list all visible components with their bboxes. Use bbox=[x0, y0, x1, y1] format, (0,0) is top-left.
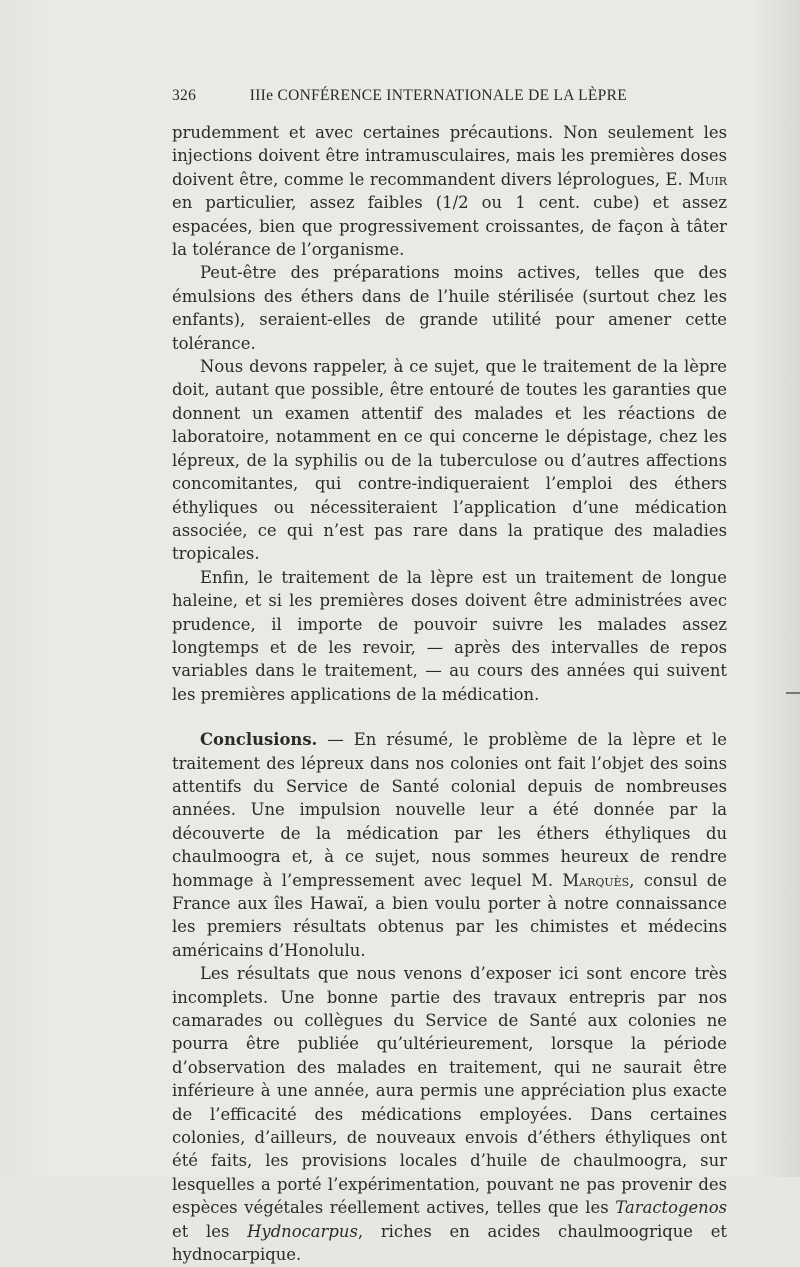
body-text bbox=[172, 121, 727, 1267]
paragraph-1 bbox=[172, 121, 727, 261]
author-name-marques: Marquès bbox=[562, 870, 630, 890]
margin-mark bbox=[786, 692, 800, 694]
paragraph-6 bbox=[172, 962, 727, 1266]
running-title: IIIe CONFÉRENCE INTERNATIONALE DE LA LÈPRE bbox=[249, 87, 627, 104]
page-number: 326 bbox=[172, 87, 197, 104]
paragraph-1-text-b: en particulier, assez faibles (1/2 ou 1 cent. cube) et assez espacées, bien que progressivement croissantes, de façon à tâter la tolérance de l’organisme. bbox=[172, 193, 727, 260]
paragraph-3: Nous devons rappeler, à ce sujet, que le traitement de la lèpre doit, autant que possible, être entouré de toutes les garanties que donnent un examen attentif des malades et les réactions de laboratoire, notamment en ce qui concerne le dépistage, chez les lépreux, de la syphilis ou de la tuberculose ou d’autres affections concomitantes, qui contre-indiqueraient l’emploi des éthers éthyliques ou nécessiteraient l’application d’une médication associée, ce qui n’est pas rare dans la pratique des maladies tropicales. bbox=[172, 357, 727, 564]
author-name-muir: Muir bbox=[688, 169, 727, 189]
page-header bbox=[172, 87, 627, 109]
paragraph-4: Enfin, le traitement de la lèpre est un traitement de longue haleine, et si les premières doses doivent être administrées avec prudence, il importe de pouvoir suivre les malades assez longtemps et de les revoir, — après des intervalles de repos variables dans le traitement, — au cours des années qui suivent les premières applications de la médication. bbox=[172, 567, 727, 704]
genus-hydnocarpus: Hydnocarpus bbox=[247, 1221, 358, 1241]
paragraph-1-text-a: prudemment et avec certaines précautions. Non seulement les injections doivent être intramusculaires, mais les premières doses doivent être, comme le recommandent divers léprologues, E. bbox=[172, 123, 727, 189]
conclusions-text-b: , consul de France aux îles Hawaï, a bien voulu porter à notre connaissance les premiers résultats obtenus par les chimistes et médecins américains d’Honolulu. bbox=[172, 870, 727, 960]
paragraph-6-text-mid: et les bbox=[172, 1221, 248, 1241]
conclusions-heading: Conclusions. bbox=[200, 730, 318, 750]
paragraph-2: Peut-être des préparations moins actives, telles que des émulsions des éthers dans de l’huile stérilisée (surtout chez les enfants), seraient-elles de grande utilité pour amener cette tolérance. bbox=[172, 263, 727, 353]
genus-taractogenos: Taractogenos bbox=[615, 1198, 727, 1218]
paragraph-conclusions bbox=[172, 728, 727, 962]
conclusions-text-a: — En résumé, le problème de la lèpre et le traitement des lépreux dans nos colonies ont fait l’objet des soins attentifs du Service de Santé colonial depuis de nombreuses années. Une impulsion nouvelle leur a été donnée par la découverte de la médication par les éthers éthyliques du chaulmoogra et, à ce sujet, nous sommes heureux de rendre hommage à l’empressement avec lequel M. bbox=[172, 730, 727, 890]
paragraph-6-text-a: Les résultats que nous venons d’exposer ici sont encore très incomplets. Une bonne partie des travaux entrepris par nos camarades ou collègues du Service de Santé aux colonies ne pourra être publiée qu’ultérieurement, lorsque la période d’observation des malades en traitement, qui ne saurait être inférieure à une année, aura permis une appréciation plus exacte de l’efficacité des médications employées. Dans certaines colonies, d’ailleurs, de nouveaux envois d’éthers éthyliques ont été faits, les provisions locales d’huile de chaulmoogra, sur lesquelles a porté l’expérimentation, pouvant ne pas provenir des espèces végétales réellement actives, telles que les bbox=[172, 964, 727, 1218]
paragraph-6-text-b: , riches en acides chaulmoogrique et hydnocarpique. bbox=[172, 1221, 727, 1265]
